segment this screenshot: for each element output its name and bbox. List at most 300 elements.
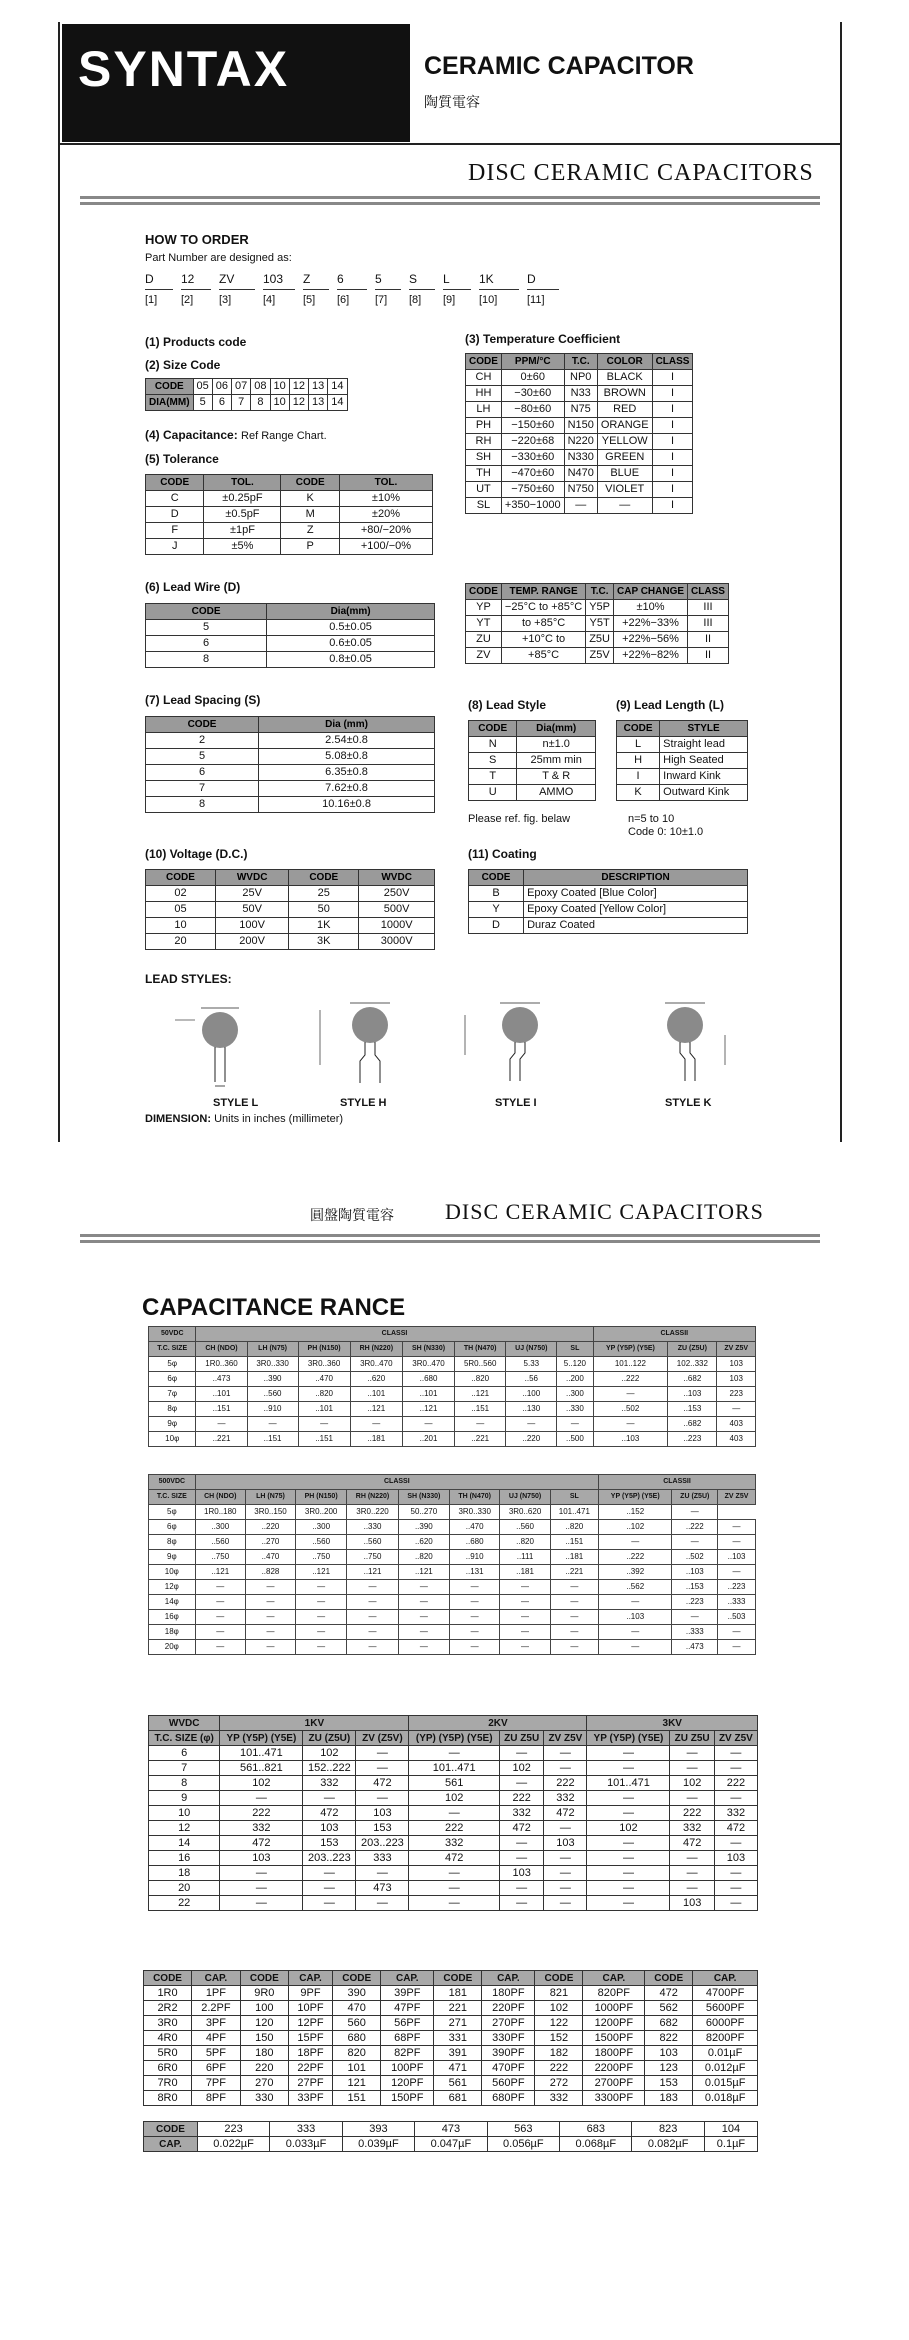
table-cell: 100V [216, 918, 289, 934]
table-cell: 820 [333, 2046, 381, 2061]
table-cell: 152..222 [303, 1761, 356, 1776]
table-cell: ..151 [196, 1402, 247, 1417]
column-header: UJ (N750) [500, 1490, 550, 1505]
order-index: [2] [181, 294, 194, 306]
table-cell: 331 [434, 2031, 482, 2046]
table-cell: GREEN [597, 450, 652, 466]
table-cell: 6φ [149, 1372, 196, 1387]
table-cell: 14 [328, 379, 347, 395]
table-cell: 563 [487, 2122, 559, 2137]
table-cell: — [409, 1866, 500, 1881]
column-header: CODE [466, 584, 502, 600]
table-cell: 332 [535, 2091, 583, 2106]
table-cell: K [617, 785, 660, 801]
table-cell: 0.039µF [342, 2137, 414, 2152]
table-row [146, 652, 435, 668]
table-cell: — [500, 1836, 544, 1851]
table-code-capacitance-large [143, 2121, 758, 2152]
table-cell: 103 [544, 1836, 587, 1851]
order-index: [8] [409, 294, 422, 306]
table-cell: — [593, 1387, 668, 1402]
table-cell: 272 [535, 2076, 583, 2091]
table-cell: ..270 [245, 1535, 295, 1550]
tolerance-table [145, 474, 433, 555]
column-header: COLOR [597, 354, 652, 370]
table-row [149, 1580, 756, 1595]
table-cell: 6R0 [144, 2061, 192, 2076]
table-cell: 102 [500, 1761, 544, 1776]
table-cell: — [587, 1836, 670, 1851]
lead-spacing-table [145, 716, 435, 813]
table-cell: 222 [500, 1791, 544, 1806]
table-cell: ..682 [668, 1372, 717, 1387]
table-cell: CH [466, 370, 502, 386]
table-cell: 0.1µF [704, 2137, 757, 2152]
order-index: [9] [443, 294, 456, 306]
table-cell: ..390 [398, 1520, 449, 1535]
table-cell: 681 [434, 2091, 482, 2106]
style-l-label: STYLE L [213, 1097, 259, 1109]
table-cell: 682 [645, 2016, 693, 2031]
table-cell: — [247, 1417, 298, 1432]
table-cell: 203..223 [356, 1836, 409, 1851]
table-cell: 16 [149, 1851, 220, 1866]
table-cell: 0±60 [501, 370, 564, 386]
table-row [469, 753, 596, 769]
table-cell: — [587, 1866, 670, 1881]
table-row [146, 886, 435, 902]
table-row [466, 370, 693, 386]
table-cell: 6 [149, 1746, 220, 1761]
table-cell: 103 [717, 1357, 756, 1372]
table-cell: N [469, 737, 517, 753]
table-cell: ..56 [506, 1372, 557, 1387]
table-cell: 14 [149, 1836, 220, 1851]
table-cell: — [550, 1640, 598, 1655]
table-cell: — [670, 1881, 714, 1896]
table-cell: 561 [409, 1776, 500, 1791]
table-cell: ..151 [247, 1432, 298, 1447]
table-cell: 14φ [149, 1595, 196, 1610]
table-cell: 153 [356, 1821, 409, 1836]
table-cell: 18 [149, 1866, 220, 1881]
column-header: PH (N150) [296, 1490, 347, 1505]
table-cell: ±5% [204, 539, 281, 555]
table-cell: 100 [240, 2001, 288, 2016]
column-header: ZU (Z5U) [668, 1342, 717, 1357]
table-cell: 103 [717, 1372, 756, 1387]
table-cell: ..200 [557, 1372, 593, 1387]
cap-header: CAP. [381, 1971, 434, 1986]
table-cell: 20φ [149, 1640, 196, 1655]
column-header: RH (N220) [347, 1490, 399, 1505]
table-cell: ..223 [718, 1580, 756, 1595]
table-cell: 02 [146, 886, 216, 902]
table-cell: I [652, 402, 693, 418]
table-cell: — [500, 1851, 544, 1866]
table-row [146, 523, 433, 539]
table-cell: −80±60 [501, 402, 564, 418]
table-cell: 101..122 [593, 1357, 668, 1372]
page2-header: DISC CERAMIC CAPACITORS [445, 1199, 764, 1224]
order-part: D [145, 272, 154, 286]
column-header: Dia(mm) [267, 604, 435, 620]
table-cell: ..500 [557, 1432, 593, 1447]
table-cell: — [544, 1896, 587, 1911]
table-cell: 3R0..470 [350, 1357, 402, 1372]
table-cell: 22 [149, 1896, 220, 1911]
table-cell: 150PF [381, 2091, 434, 2106]
code-header: CODE [144, 2122, 198, 2137]
table-row [144, 1986, 758, 2001]
table-cell: — [599, 1625, 672, 1640]
table-cell: ..103 [593, 1432, 668, 1447]
size-code-table [145, 378, 348, 411]
table-cell: — [672, 1505, 718, 1520]
table-row [149, 1746, 758, 1761]
table-cell: Z [281, 523, 339, 539]
header-title: CERAMIC CAPACITOR [424, 52, 694, 80]
table-row [149, 1791, 758, 1806]
table-row [146, 379, 348, 395]
order-part-underline [219, 289, 255, 290]
table-cell: — [296, 1640, 347, 1655]
table-cell: 102 [303, 1746, 356, 1761]
table-cell: 1K [289, 918, 359, 934]
table-cell: 1PF [192, 1986, 241, 2001]
table-cell: — [544, 1866, 587, 1881]
table-row [146, 902, 435, 918]
table-cell: 3R0 [144, 2016, 192, 2031]
dimension-note: Units in inches (millimeter) [214, 1113, 344, 1125]
table-cell: N220 [564, 434, 597, 450]
table-cell: 22PF [288, 2061, 332, 2076]
voltage-corner: 500VDC [149, 1475, 196, 1490]
table-cell: +10°C to [501, 632, 585, 648]
table-cell: — [347, 1640, 399, 1655]
table-cell: 823 [632, 2122, 704, 2137]
table-cell: 1R0..360 [196, 1357, 247, 1372]
table-row [149, 1806, 758, 1821]
order-index: [5] [303, 294, 316, 306]
column-header: CODE [469, 721, 517, 737]
table-cell: ..562 [599, 1580, 672, 1595]
table-cell: ..103 [668, 1387, 717, 1402]
table-cell: — [500, 1625, 550, 1640]
table-cell: — [449, 1610, 500, 1625]
table-cell: 08 [251, 379, 270, 395]
table-cell: 333 [270, 2122, 342, 2137]
table-cell: — [409, 1881, 500, 1896]
table-cell: 5PF [192, 2046, 241, 2061]
page2-rule-1 [80, 1234, 820, 1237]
table-cell: 7PF [192, 2076, 241, 2091]
table-cell: T & R [517, 769, 596, 785]
table-cell: 0.5±0.05 [267, 620, 435, 636]
table-cell: — [714, 1761, 757, 1776]
table-cell: 2200PF [583, 2061, 645, 2076]
table-cell: 221 [434, 2001, 482, 2016]
table-cell: 101..471 [550, 1505, 598, 1520]
table-cell: D [146, 507, 204, 523]
table-cell: — [597, 498, 652, 514]
table-cell: — [303, 1896, 356, 1911]
table-cell: +80/−20% [339, 523, 432, 539]
column-header: ZV Z5V [544, 1731, 587, 1746]
table-cell: — [544, 1851, 587, 1866]
table-cell: — [714, 1881, 757, 1896]
table-cell: II [688, 648, 729, 664]
table-cell: — [670, 1851, 714, 1866]
table-cell: — [500, 1896, 544, 1911]
column-header: LH (N75) [245, 1490, 295, 1505]
row-header: DIA(MM) [146, 395, 194, 411]
table-cell: ..101 [298, 1402, 350, 1417]
table-cell: SH [466, 450, 502, 466]
table-cell: — [500, 1881, 544, 1896]
table-high-voltage [148, 1715, 758, 1911]
table-cell: ..221 [550, 1565, 598, 1580]
table-row [617, 737, 748, 753]
table-cell: ..131 [449, 1565, 500, 1580]
table-row [144, 2061, 758, 2076]
capacitance-range-title: CAPACITANCE RANCE [142, 1294, 406, 1321]
table-row [469, 769, 596, 785]
column-header: T.C. [564, 354, 597, 370]
table-cell: 101..471 [409, 1761, 500, 1776]
table-cell: 3K [289, 934, 359, 950]
table-cell: 2R2 [144, 2001, 192, 2016]
table-cell: 270PF [482, 2016, 535, 2031]
table-cell: ..560 [195, 1535, 245, 1550]
table-cell: ..330 [557, 1402, 593, 1417]
table-cell: ..473 [672, 1640, 718, 1655]
lead-length-note-1: n=5 to 10 [628, 813, 675, 825]
table-cell: 101 [333, 2061, 381, 2076]
table-row [466, 616, 729, 632]
table-cell: ..560 [500, 1520, 550, 1535]
table-cell: 472 [544, 1806, 587, 1821]
products-code-title: (1) Products code [145, 335, 247, 349]
table-row [144, 2001, 758, 2016]
table-cell: 5..120 [557, 1357, 593, 1372]
table-cell: ±0.5pF [204, 507, 281, 523]
table-cell: 332 [544, 1791, 587, 1806]
table-cell: 562 [645, 2001, 693, 2016]
order-index: [1] [145, 294, 158, 306]
table-cell: TH [466, 466, 502, 482]
table-cell: 6PF [192, 2061, 241, 2076]
table-row [146, 733, 435, 749]
table-cell: 16φ [149, 1610, 196, 1625]
column-header: SL [557, 1342, 593, 1357]
table-row [146, 934, 435, 950]
table-cell: 102 [670, 1776, 714, 1791]
table-cell: — [714, 1836, 757, 1851]
table-cell: ..102 [599, 1520, 672, 1535]
table-row [149, 1610, 756, 1625]
table-cell: 561 [434, 2076, 482, 2091]
column-header: ZU Z5U [500, 1731, 544, 1746]
table-cell: 222 [220, 1806, 303, 1821]
table-row [146, 749, 435, 765]
class-1-header: CLASSI [196, 1327, 593, 1342]
lead-length-note-2: Code 0: 10±1.0 [628, 826, 704, 838]
table-cell: — [347, 1610, 399, 1625]
column-header: ZU (Z5U) [672, 1490, 718, 1505]
column-header: CODE [466, 354, 502, 370]
column-header: SH (N330) [403, 1342, 455, 1357]
table-cell: — [587, 1746, 670, 1761]
table-cell: High Seated [660, 753, 748, 769]
table-cell: Straight lead [660, 737, 748, 753]
table-cell: — [303, 1881, 356, 1896]
table-cell: ..111 [500, 1550, 550, 1565]
table-cell: 0.056µF [487, 2137, 559, 2152]
lead-length-title: (9) Lead Length (L) [616, 698, 724, 712]
table-cell: — [303, 1791, 356, 1806]
table-cell: 5φ [149, 1505, 196, 1520]
table-cell: — [303, 1866, 356, 1881]
table-cell: ZV [466, 648, 502, 664]
table-cell: 39PF [381, 1986, 434, 2001]
class-1-header: CLASSI [195, 1475, 598, 1490]
table-cell: ..300 [296, 1520, 347, 1535]
table-cell: 7 [232, 395, 251, 411]
table-row [149, 1372, 756, 1387]
table-cell: 183 [645, 2091, 693, 2106]
cap-header: CAP. [583, 1971, 645, 1986]
table-cell: 223 [197, 2122, 269, 2137]
table-cell: 5 [193, 395, 212, 411]
table-cell: 8 [149, 1776, 220, 1791]
table-cell: — [506, 1417, 557, 1432]
table-cell: 14 [328, 395, 347, 411]
table-cell: — [195, 1625, 245, 1640]
coating-title: (11) Coating [468, 847, 537, 861]
temp-range-table [465, 583, 729, 664]
table-cell: 8 [146, 652, 267, 668]
table-cell: 13 [309, 395, 328, 411]
table-cell: 1200PF [583, 2016, 645, 2031]
table-cell: 390 [333, 1986, 381, 2001]
table-row [149, 1417, 756, 1432]
table-cell: — [670, 1866, 714, 1881]
table-cell: L [617, 737, 660, 753]
temp-coeff-table [465, 353, 693, 514]
table-cell: 47PF [381, 2001, 434, 2016]
section-rule-1 [80, 196, 820, 199]
table-cell: 222 [670, 1806, 714, 1821]
table-cell: 120 [240, 2016, 288, 2031]
table-cell: 50V [216, 902, 289, 918]
table-cell: 2.54±0.8 [259, 733, 435, 749]
table-cell: 12PF [288, 2016, 332, 2031]
table-cell: 6000PF [693, 2016, 758, 2031]
table-cell: ..392 [599, 1565, 672, 1580]
table-cell: 102..332 [668, 1357, 717, 1372]
table-cell: ..470 [449, 1520, 500, 1535]
order-part: L [443, 272, 450, 286]
table-cell: −25°C to +85°C [501, 600, 585, 616]
table-cell: ..201 [403, 1432, 455, 1447]
table-cell: 82PF [381, 2046, 434, 2061]
table-cell: 222 [714, 1776, 757, 1791]
table-cell: 200V [216, 934, 289, 950]
column-header: SH (N330) [398, 1490, 449, 1505]
table-cell: 102 [535, 2001, 583, 2016]
table-cell: J [146, 539, 204, 555]
table-cell: 8 [251, 395, 270, 411]
table-row [466, 466, 693, 482]
table-cell: 820PF [583, 1986, 645, 2001]
table-cell: 9φ [149, 1417, 196, 1432]
table-cell: 5.08±0.8 [259, 749, 435, 765]
table-row [466, 386, 693, 402]
table-cell: — [449, 1625, 500, 1640]
table-cell: — [670, 1761, 714, 1776]
table-cell: 561..821 [220, 1761, 303, 1776]
table-cell: — [195, 1610, 245, 1625]
column-header: CH (NDO) [195, 1490, 245, 1505]
table-cell: — [718, 1565, 756, 1580]
table-cell: 1R0 [144, 1986, 192, 2001]
table-cell: ..560 [296, 1535, 347, 1550]
table-cell: 103 [500, 1866, 544, 1881]
table-cell: RED [597, 402, 652, 418]
table-cell: — [550, 1580, 598, 1595]
table-cell: ..121 [350, 1402, 402, 1417]
lead-style-table [468, 720, 596, 801]
table-cell: −750±60 [501, 482, 564, 498]
cap-header: CAP. [288, 1971, 332, 1986]
table-cell: AMMO [517, 785, 596, 801]
table-cell: +350−1000 [501, 498, 564, 514]
table-cell: +22%−33% [614, 616, 688, 632]
column-header: PPM/°C [501, 354, 564, 370]
table-cell: 3R0..360 [298, 1357, 350, 1372]
table-cell: 102 [587, 1821, 670, 1836]
table-cell: 68PF [381, 2031, 434, 2046]
order-part-underline [375, 289, 401, 290]
table-cell: 103 [645, 2046, 693, 2061]
table-cell: C [146, 491, 204, 507]
table-cell: U [469, 785, 517, 801]
table-cell: 180 [240, 2046, 288, 2061]
tc-size-header: T.C. SIZE (φ) [149, 1731, 220, 1746]
order-part-underline [263, 289, 295, 290]
table-cell: N470 [564, 466, 597, 482]
table-cell: — [356, 1791, 409, 1806]
table-row [617, 769, 748, 785]
table-cell: 0.033µF [270, 2137, 342, 2152]
table-cell: ..680 [403, 1372, 455, 1387]
table-cell: ..121 [347, 1565, 399, 1580]
table-row [146, 507, 433, 523]
table-cell: ..560 [247, 1387, 298, 1402]
column-header: ZV Z5V [718, 1490, 756, 1505]
table-cell: 9 [149, 1791, 220, 1806]
table-cell: 180PF [482, 1986, 535, 2001]
table-row [469, 785, 596, 801]
order-part: ZV [219, 272, 235, 286]
column-header: CODE [281, 475, 339, 491]
column-header: YP (Y5P) (Y5E) [593, 1342, 668, 1357]
table-cell: 33PF [288, 2091, 332, 2106]
table-cell: ..470 [245, 1550, 295, 1565]
column-header: (YP) (Y5P) (Y5E) [409, 1731, 500, 1746]
table-cell: ..220 [506, 1432, 557, 1447]
